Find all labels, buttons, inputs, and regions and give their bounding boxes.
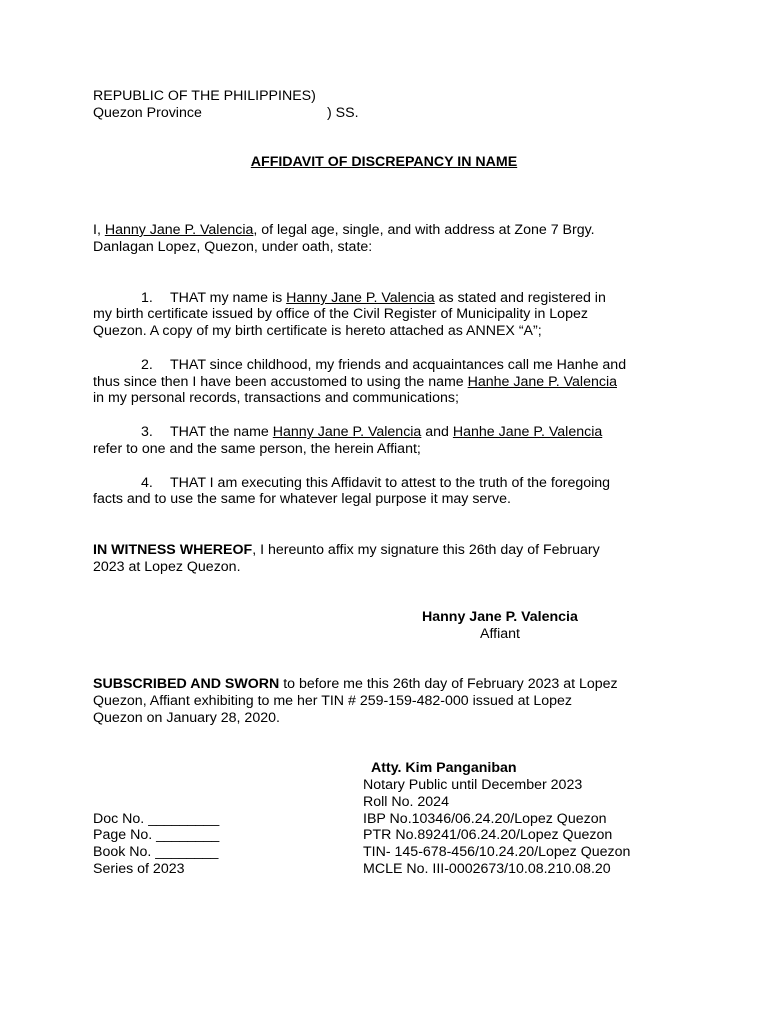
caption-province: Quezon Province: [93, 105, 202, 121]
witness-line-2: 2023 at Lopez Quezon.: [93, 559, 241, 575]
para2-name-underlined: Hanhe Jane P. Valencia: [467, 374, 617, 390]
para3-name1-underlined: Hanny Jane P. Valencia: [272, 424, 422, 440]
para3-line-1: THAT the name Hanny Jane P. Valencia and Hanhe Jane P. Valencia: [170, 424, 603, 440]
notary-commission: Notary Public until December 2023: [363, 777, 583, 793]
docket-series: Series of 2023: [93, 861, 185, 877]
para1-number: 1.: [141, 290, 153, 306]
document-title: AFFIDAVIT OF DISCREPANCY IN NAME: [250, 154, 518, 170]
para4-number: 4.: [141, 475, 153, 491]
para4-line-2: facts and to use the same for whatever legal purpose it may serve.: [93, 491, 511, 507]
para3-number: 3.: [141, 424, 153, 440]
docket-book-no: Book No. ________: [93, 844, 219, 860]
witness-line-1: IN WITNESS WHEREOF, I hereunto affix my signature this 26th day of February: [93, 542, 600, 558]
caption-ss: ) SS.: [327, 105, 359, 121]
para3-name2-underlined: Hanhe Jane P. Valencia: [452, 424, 603, 440]
para2-line-2: thus since then I have been accustomed to using the name Hanhe Jane P. Valencia: [93, 374, 617, 390]
affiant-name-underlined: Hanny Jane P. Valencia: [104, 222, 254, 238]
para3-line-2: refer to one and the same person, the herein Affiant;: [93, 441, 421, 457]
para1-line-1: THAT my name is Hanny Jane P. Valencia as stated and registered in: [170, 290, 606, 306]
docket-doc-no: Doc No. _________: [93, 811, 220, 827]
para2-number: 2.: [141, 357, 153, 373]
notary-tin: TIN- 145-678-456/10.24.20/Lopez Quezon: [363, 844, 631, 860]
affiant-signature-name: Hanny Jane P. Valencia: [422, 609, 578, 625]
para2-line-1: THAT since childhood, my friends and acquaintances call me Hanhe and: [170, 357, 627, 373]
caption-country: REPUBLIC OF THE PHILIPPINES): [93, 88, 316, 104]
para1-name-underlined: Hanny Jane P. Valencia: [286, 290, 435, 306]
notary-ibp-no: IBP No.10346/06.24.20/Lopez Quezon: [363, 811, 607, 827]
intro-line-1: I, Hanny Jane P. Valencia, of legal age, single, and with address at Zone 7 Brgy.: [93, 222, 595, 238]
notary-ptr-no: PTR No.89241/06.24.20/Lopez Quezon: [363, 827, 613, 843]
intro-line-2: Danlagan Lopez, Quezon, under oath, state:: [93, 239, 373, 255]
sworn-line-1: SUBSCRIBED AND SWORN to before me this 26th day of February 2023 at Lopez: [93, 676, 618, 692]
sworn-line-2: Quezon, Affiant exhibiting to me her TIN # 259-159-482-000 issued at Lopez: [93, 693, 573, 709]
para2-line-3: in my personal records, transactions and communications;: [93, 390, 459, 406]
notary-roll-no: Roll No. 2024: [363, 794, 449, 810]
sworn-line-3: Quezon on January 28, 2020.: [93, 710, 280, 726]
para1-line-3: Quezon. A copy of my birth certificate is hereto attached as ANNEX “A”;: [93, 323, 542, 339]
para1-line-2: my birth certificate issued by office of the Civil Register of Municipality in Lopez: [93, 306, 588, 322]
notary-name: Atty. Kim Panganiban: [371, 760, 517, 776]
notary-mcle-no: MCLE No. III-0002673/10.08.210.08.20: [363, 861, 611, 877]
affiant-role: Affiant: [480, 626, 520, 642]
para4-line-1: THAT I am executing this Affidavit to attest to the truth of the foregoing: [170, 475, 611, 491]
docket-page-no: Page No. ________: [93, 827, 220, 843]
